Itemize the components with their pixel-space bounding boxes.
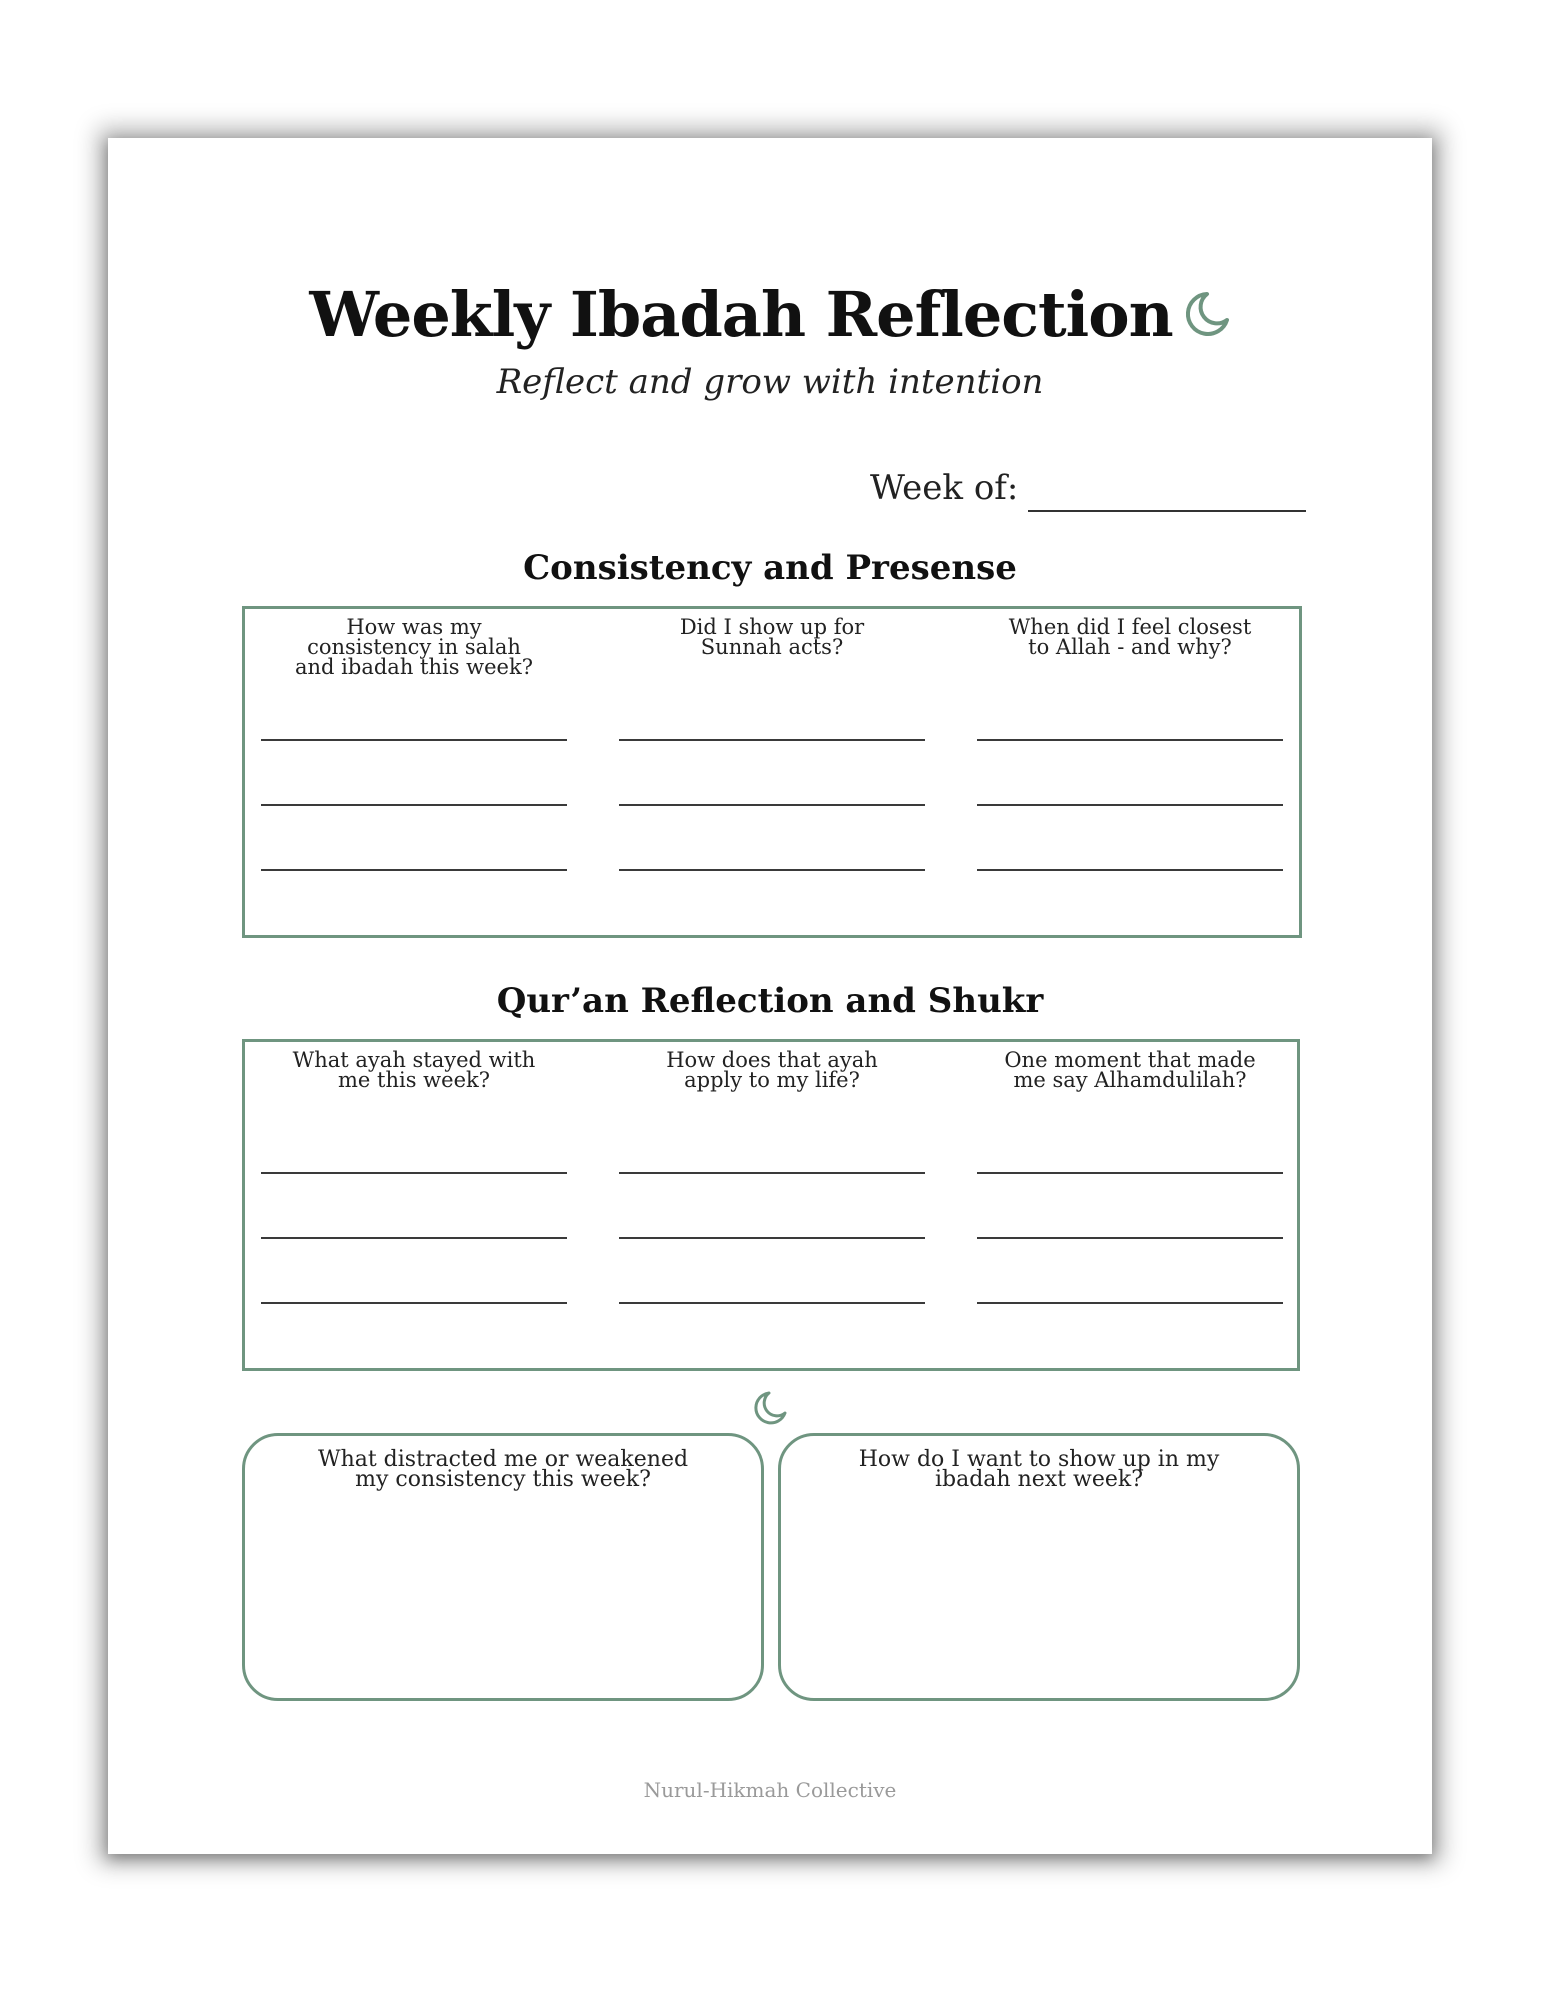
prompt-question: Did I show up for Sunnah acts? (679, 615, 865, 659)
consistency-section-box (242, 606, 1302, 938)
answer-line[interactable] (977, 1302, 1283, 1304)
section-title-consistency: Consistency and Presense (523, 548, 1017, 588)
answer-line[interactable] (261, 1302, 567, 1304)
week-of-field (870, 468, 1310, 514)
answer-line[interactable] (619, 1172, 925, 1174)
distraction-reflection-box[interactable] (242, 1433, 764, 1701)
worksheet-page (108, 138, 1432, 1854)
page-title: Weekly Ibadah Reflection (309, 278, 1173, 351)
quran-section-box (242, 1039, 1300, 1371)
answer-line[interactable] (261, 1172, 567, 1174)
prompt-column (619, 1050, 925, 1350)
week-of-label: Week of: (870, 468, 1019, 508)
answer-line[interactable] (977, 804, 1283, 806)
title-row (108, 278, 1432, 351)
prompt-column (261, 617, 567, 917)
next-week-intention-box[interactable] (778, 1433, 1300, 1701)
prompt-column (977, 617, 1283, 917)
answer-line[interactable] (619, 804, 925, 806)
prompt-question: What ayah stayed with me this week? (292, 1048, 536, 1092)
answer-line[interactable] (619, 1302, 925, 1304)
prompt-question: What distracted me or weakened my consistency this week? (317, 1447, 689, 1492)
answer-line[interactable] (619, 739, 925, 741)
answer-line[interactable] (261, 739, 567, 741)
prompt-question: One moment that made me say Alhamdulilah? (1004, 1048, 1256, 1092)
prompt-question: How does that ayah apply to my life? (666, 1048, 878, 1092)
prompt-question: How was my consistency in salah and ibadah this week? (295, 615, 533, 679)
answer-line[interactable] (977, 1172, 1283, 1174)
answer-line[interactable] (619, 869, 925, 871)
prompt-column (977, 1050, 1283, 1350)
prompt-question: When did I feel closest to Allah - and why? (1008, 615, 1252, 659)
answer-line[interactable] (261, 1237, 567, 1239)
crescent-moon-icon (752, 1390, 788, 1431)
page-subtitle: Reflect and grow with intention (496, 362, 1044, 402)
week-of-line[interactable] (1028, 510, 1306, 512)
prompt-column (261, 1050, 567, 1350)
prompt-column (619, 617, 925, 917)
answer-line[interactable] (977, 739, 1283, 741)
answer-line[interactable] (261, 869, 567, 871)
footer-brand: Nurul-Hikmah Collective (643, 1778, 897, 1802)
section-title-quran: Qur’an Reflection and Shukr (496, 981, 1044, 1021)
answer-line[interactable] (977, 1237, 1283, 1239)
answer-line[interactable] (619, 1237, 925, 1239)
prompt-question: How do I want to show up in my ibadah next week? (858, 1447, 1220, 1492)
crescent-moon-icon (1185, 290, 1231, 343)
answer-line[interactable] (261, 804, 567, 806)
answer-line[interactable] (977, 869, 1283, 871)
